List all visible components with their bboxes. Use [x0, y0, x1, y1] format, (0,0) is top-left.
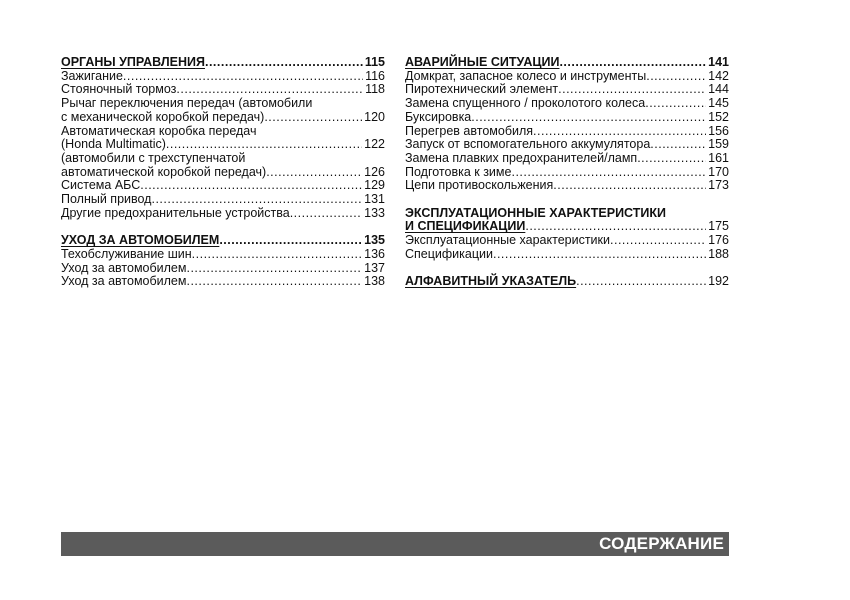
toc-entry[interactable]: Зажигание ..... 116 — [61, 70, 385, 84]
toc-entry[interactable]: Пиротехнический элемент ..... 144 — [405, 83, 729, 97]
page-number: 126 — [364, 164, 385, 179]
dot-leader — [646, 70, 706, 84]
dot-leader — [645, 97, 706, 111]
page-number: 159 — [708, 137, 729, 152]
toc-section-heading[interactable]: И СПЕЦИФИКАЦИИ ..... 175 — [405, 220, 729, 234]
page-number: 144 — [708, 82, 729, 97]
toc-entry[interactable]: Уход за автомобилем ..... 138 — [61, 275, 385, 289]
page-number: 141 — [708, 55, 729, 69]
page-number: 116 — [365, 68, 385, 83]
toc-entry[interactable]: Подготовка к зиме ..... 170 — [405, 166, 729, 180]
toc-entry-continued[interactable]: Автоматическая коробка передач — [61, 123, 257, 138]
dot-leader — [558, 83, 706, 97]
page-number: 138 — [364, 274, 385, 289]
page-number: 129 — [364, 178, 385, 193]
toc-entry[interactable]: Другие предохранительные устройства ..... 133 — [61, 207, 385, 221]
page-number: 135 — [364, 233, 385, 248]
page-number: 173 — [708, 178, 729, 193]
dot-leader — [290, 207, 362, 221]
dot-leader — [493, 248, 706, 262]
section-spacer — [61, 220, 385, 234]
dot-leader — [553, 179, 706, 193]
toc-entry[interactable]: автоматической коробкой передач) ..... 126 — [61, 166, 385, 180]
toc-entry[interactable]: (Honda Multimatic) ..... 122 — [61, 138, 385, 152]
page-number: 170 — [708, 164, 729, 179]
toc-entry[interactable]: Буксировка ..... 152 — [405, 111, 729, 125]
page-number: 161 — [708, 150, 729, 165]
toc-entry[interactable]: Стояночный тормоз ..... 118 — [61, 83, 385, 97]
page-number: 137 — [364, 260, 385, 275]
dot-leader — [176, 83, 363, 97]
toc-section-heading[interactable]: ОРГАНЫ УПРАВЛЕНИЯ ..... 115 — [61, 56, 385, 70]
dot-leader — [192, 248, 362, 262]
dot-leader — [610, 234, 706, 248]
toc-entry[interactable]: Цепи противоскольжения ..... 173 — [405, 179, 729, 193]
contents-footer-bar — [61, 532, 729, 556]
page-number: 142 — [708, 68, 729, 83]
dot-leader — [525, 220, 706, 234]
page-number: 175 — [708, 219, 729, 234]
toc-entry[interactable]: с механической коробкой передач) ..... 120 — [61, 111, 385, 125]
page-number: 122 — [364, 137, 385, 152]
dot-leader — [650, 138, 706, 152]
toc-entry[interactable]: Замена плавких предохранителей/ламп ..... 161 — [405, 152, 729, 166]
page-number: 131 — [364, 192, 385, 207]
toc-entry[interactable]: Техобслуживание шин ..... 136 — [61, 248, 385, 262]
page-number: 136 — [364, 246, 385, 261]
page-number: 145 — [708, 96, 729, 111]
page-number: 192 — [708, 274, 729, 289]
dot-leader — [123, 70, 363, 84]
page-number: 133 — [364, 205, 385, 220]
dot-leader — [559, 56, 706, 70]
dot-leader — [576, 275, 706, 289]
dot-leader — [151, 193, 362, 207]
dot-leader — [140, 179, 362, 193]
toc-section-heading[interactable]: АВАРИЙНЫЕ СИТУАЦИИ ..... 141 — [405, 56, 729, 70]
toc-entry[interactable]: Запуск от вспомогательного аккумулятора ..... 159 — [405, 138, 729, 152]
contents-title: СОДЕРЖАНИЕ — [599, 534, 724, 553]
toc-entry[interactable]: Домкрат, запасное колесо и инструменты ..... 142 — [405, 70, 729, 84]
toc-entry[interactable]: Уход за автомобилем ..... 137 — [61, 262, 385, 276]
toc-section-heading-continued[interactable]: ЭКСПЛУАТАЦИОННЫЕ ХАРАКТЕРИСТИКИ — [405, 205, 667, 220]
toc-left-column — [61, 56, 385, 289]
page-number: 156 — [708, 123, 729, 138]
dot-leader — [266, 166, 362, 180]
page-number: 118 — [365, 82, 385, 97]
toc-section-heading[interactable]: УХОД ЗА АВТОМОБИЛЕМ ..... 135 — [61, 234, 385, 248]
dot-leader — [637, 152, 706, 166]
toc-entry[interactable]: Спецификации ..... 188 — [405, 248, 729, 262]
toc-entry[interactable]: Система АБС ..... 129 — [61, 179, 385, 193]
toc-entry[interactable]: Перегрев автомобиля ..... 156 — [405, 125, 729, 139]
page-number: 120 — [364, 109, 385, 124]
dot-leader — [471, 111, 706, 125]
toc-section-heading[interactable]: АЛФАВИТНЫЙ УКАЗАТЕЛЬ ..... 192 — [405, 275, 729, 289]
dot-leader — [166, 138, 362, 152]
dot-leader — [264, 111, 362, 125]
dot-leader — [533, 125, 706, 139]
section-spacer — [405, 193, 729, 207]
toc-entry[interactable]: Эксплуатационные характеристики ..... 176 — [405, 234, 729, 248]
page-number: 176 — [708, 233, 729, 248]
dot-leader — [219, 234, 362, 248]
dot-leader — [186, 262, 362, 276]
toc-entry[interactable]: Замена спущенного / проколотого колеса ..... 145 — [405, 97, 729, 111]
toc-entry-continued[interactable]: (автомобили с трехступенчатой — [61, 150, 246, 165]
toc-entry-continued[interactable]: Рычаг переключения передач (автомобили — [61, 96, 313, 111]
dot-leader — [186, 275, 362, 289]
page-number: 115 — [364, 55, 385, 69]
page-number: 152 — [708, 109, 729, 124]
toc-right-column — [405, 56, 729, 289]
toc-entry[interactable]: Полный привод ..... 131 — [61, 193, 385, 207]
page-number: 188 — [708, 246, 729, 261]
dot-leader — [511, 166, 706, 180]
dot-leader — [205, 56, 363, 70]
